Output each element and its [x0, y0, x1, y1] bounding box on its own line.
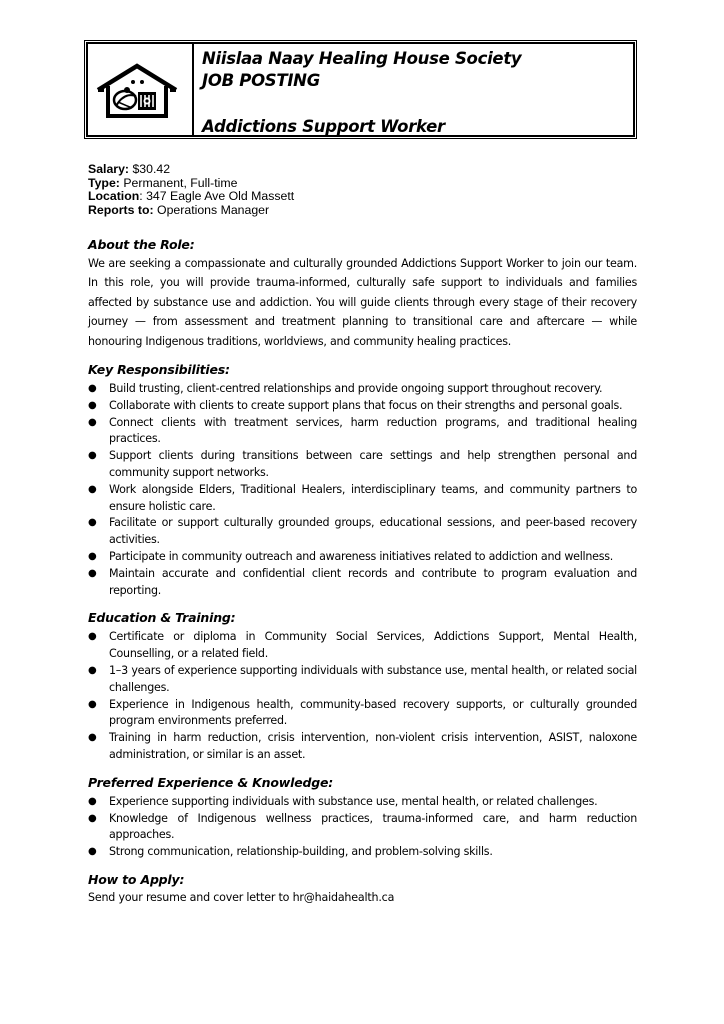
- house-logo-icon: [94, 62, 180, 122]
- list-item: [88, 663, 637, 697]
- list-item: [88, 629, 637, 663]
- responsibilities-section: [88, 361, 637, 599]
- preferred-heading: Preferred Experience & Knowledge:: [88, 774, 334, 790]
- apply-section: [88, 871, 637, 906]
- posting-label: JOB POSTING: [202, 71, 320, 90]
- apply-heading: How to Apply:: [88, 871, 185, 887]
- list-item: [88, 398, 637, 415]
- logo-cell: [88, 44, 194, 135]
- bullet-icon: ●: [88, 698, 97, 710]
- preferred-section: [88, 774, 637, 861]
- bullet-icon: ●: [88, 483, 97, 495]
- bullet-icon: ●: [88, 631, 97, 643]
- bullet-icon: ●: [88, 517, 97, 529]
- list-item-text: Collaborate with clients to create support plans that focus on their strengths and personal goals.: [109, 398, 623, 412]
- list-item-text: Experience supporting individuals with substance use, mental health, or related challenges.: [109, 794, 598, 808]
- bullet-icon: ●: [88, 846, 97, 858]
- list-item-text: Certificate or diploma in Community Social Services, Addictions Support, Mental Health, Counselling, or a related field.: [109, 630, 637, 661]
- location-line: Location: 347 Eagle Ave Old Massett: [88, 189, 295, 204]
- list-item: [88, 415, 637, 449]
- bullet-icon: ●: [88, 399, 97, 411]
- list-item-text: Support clients during transitions between care settings and help strengthen personal and community support networks.: [109, 449, 637, 480]
- bullet-icon: ●: [88, 812, 97, 824]
- list-item: [88, 381, 637, 398]
- list-item: [88, 844, 637, 861]
- list-item: [88, 515, 637, 549]
- list-item-text: Connect clients with treatment services, harm reduction programs, and traditional healing practices.: [109, 415, 637, 446]
- list-item: [88, 811, 637, 845]
- list-item: [88, 448, 637, 482]
- list-item-text: Maintain accurate and confidential client records and contribute to program evaluation and reporting.: [109, 566, 637, 597]
- list-item-text: Experience in Indigenous health, community-based recovery supports, or culturally grounded program environments preferred.: [109, 697, 637, 728]
- list-item: [88, 794, 637, 811]
- bullet-icon: ●: [88, 450, 97, 462]
- list-item: [88, 482, 637, 516]
- list-item-text: Facilitate or support culturally grounded groups, educational sessions, and peer-based recovery activities.: [109, 516, 637, 547]
- job-title: Addictions Support Worker: [202, 117, 445, 136]
- education-heading: Education & Training:: [88, 610, 236, 626]
- list-item: [88, 697, 637, 731]
- org-name: Niislaa Naay Healing House Society: [202, 49, 522, 68]
- list-item-text: 1–3 years of experience supporting individuals with substance use, mental health, or related social challenges.: [109, 663, 637, 694]
- list-item: [88, 549, 637, 566]
- about-heading: About the Role:: [88, 237, 195, 252]
- bullet-icon: ●: [88, 664, 97, 676]
- list-item: [88, 566, 637, 600]
- list-item-text: Knowledge of Indigenous wellness practices, trauma-informed care, and harm reduction approaches.: [109, 811, 637, 842]
- education-list: [88, 629, 637, 763]
- bullet-icon: ●: [88, 551, 97, 562]
- list-item-text: Participate in community outreach and awareness initiatives related to addiction and wellness.: [109, 550, 614, 563]
- bullet-icon: ●: [88, 795, 97, 807]
- responsibilities-list: [88, 381, 637, 599]
- bullet-icon: ●: [88, 567, 97, 579]
- posting-content: [88, 236, 637, 916]
- job-meta: [88, 163, 294, 217]
- about-text: We are seeking a compassionate and culturally grounded Addictions Support Worker to join our team. In this role, you will provide trauma-informed, culturally safe support to individuals and families affected by substance use and addiction. You will guide clients through every stage of their recovery journey — from assessment and treatment planning to transitional care and aftercare — while honouring Indigenous traditions, worldviews, and community healing practices.: [88, 257, 637, 348]
- header-titles: [202, 48, 521, 138]
- apply-text: Send your resume and cover letter to hr@haidahealth.ca: [88, 890, 395, 904]
- list-item: [88, 730, 637, 764]
- list-item-text: Work alongside Elders, Traditional Healers, interdisciplinary teams, and community partners to ensure holistic care.: [109, 482, 637, 513]
- responsibilities-heading: Key Responsibilities:: [88, 362, 230, 378]
- education-section: [88, 609, 637, 763]
- about-section: [88, 236, 637, 351]
- bullet-icon: ●: [88, 383, 97, 395]
- list-item-text: Strong communication, relationship-building, and problem-solving skills.: [109, 845, 493, 859]
- bullet-icon: ●: [88, 732, 97, 744]
- reports-line: Reports to: Operations Manager: [88, 202, 270, 217]
- type-line: Type: Permanent, Full-time: [88, 175, 238, 190]
- preferred-list: [88, 794, 637, 861]
- list-item-text: Build trusting, client-centred relationships and provide ongoing support throughout recovery.: [109, 382, 603, 396]
- salary-line: Salary: $30.42: [88, 162, 171, 176]
- bullet-icon: ●: [88, 416, 97, 428]
- header-box: [86, 42, 635, 137]
- list-item-text: Training in harm reduction, crisis intervention, non-violent crisis intervention, ASIST, naloxone administration, or similar is an asset.: [109, 731, 637, 761]
